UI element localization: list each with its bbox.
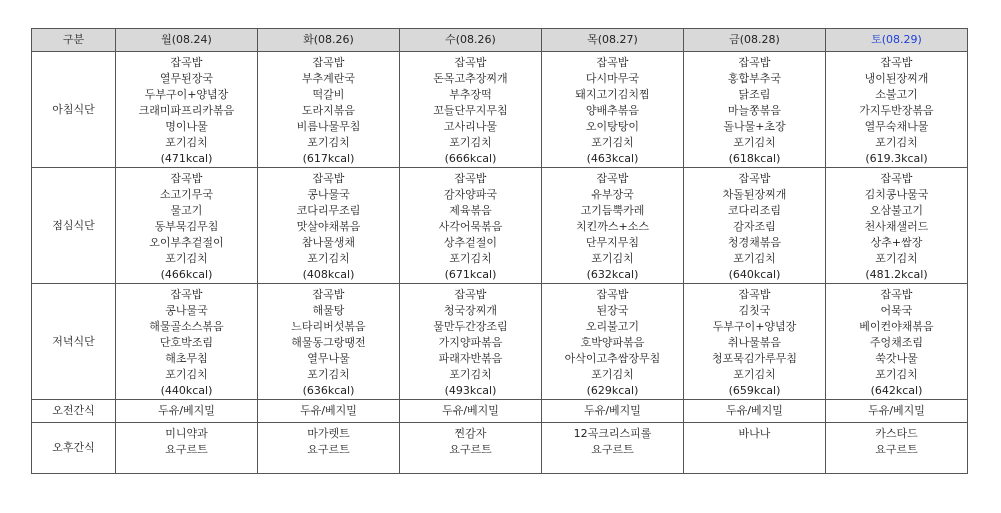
menu-item: 열무숙채나물: [864, 120, 929, 133]
header-day-thu: 목(08.27): [542, 29, 684, 52]
menu-item: 쑥갓나물: [875, 352, 918, 365]
menu-item: 도라지볶음: [301, 104, 356, 117]
menu-item: 잡곡밥: [596, 172, 629, 185]
menu-item: 콩나물국: [165, 304, 208, 317]
menu-item: 잡곡밥: [596, 288, 629, 301]
row-label-dinner: 저녁식단: [32, 284, 116, 400]
menu-item: 아삭이고추쌈장무침: [564, 352, 661, 365]
snack-cell: [258, 423, 400, 474]
menu-item: 김치콩나물국: [864, 188, 929, 201]
menu-item: 잡곡밥: [312, 288, 345, 301]
menu-item: 포기김치: [307, 136, 350, 149]
calorie-text: (466kcal): [160, 268, 213, 281]
meal-cell: [400, 52, 542, 168]
calorie-text: (642kcal): [870, 384, 923, 397]
menu-item: 호박양파볶음: [580, 336, 645, 349]
menu-item: 포기김치: [449, 136, 492, 149]
meal-cell: [400, 284, 542, 400]
menu-item: 비름나물무침: [296, 120, 361, 133]
menu-item: 포기김치: [591, 368, 634, 381]
meal-cell: [116, 284, 258, 400]
header-category: 구분: [32, 29, 116, 52]
snack-cell: 두유/베지밀: [116, 400, 258, 423]
menu-item: 돼지고기김치찜: [575, 88, 650, 101]
menu-item: 요구르트: [165, 443, 208, 456]
menu-item: 치킨까스+소스: [576, 220, 649, 233]
weekly-meal-table: [31, 28, 968, 474]
menu-item: 명이나물: [165, 120, 208, 133]
row-label-am-snack: 오전간식: [32, 400, 116, 423]
menu-item: 청경채볶음: [727, 236, 782, 249]
menu-item: 마늘쫑볶음: [727, 104, 782, 117]
menu-item: 소불고기: [875, 88, 918, 101]
meal-cell: [542, 52, 684, 168]
menu-item: 잡곡밥: [170, 288, 203, 301]
menu-item: 12곡크리스피롤: [573, 427, 652, 440]
snack-cell: 두유/베지밀: [542, 400, 684, 423]
menu-item: 사각어묵볶음: [438, 220, 503, 233]
menu-item: 천사채샐러드: [864, 220, 929, 233]
menu-item: 잡곡밥: [880, 56, 913, 69]
meal-cell: [826, 284, 968, 400]
calorie-text: (617kcal): [302, 152, 355, 165]
menu-item: 유부장국: [591, 188, 634, 201]
header-day-sat: 토(08.29): [826, 29, 968, 52]
meal-cell: [116, 168, 258, 284]
menu-item: 고사리나물: [443, 120, 498, 133]
snack-cell: [826, 423, 968, 474]
menu-item: 느타리버섯볶음: [291, 320, 366, 333]
meal-cell: [826, 52, 968, 168]
menu-item: 차돌된장찌개: [722, 188, 787, 201]
menu-item: 된장국: [596, 304, 629, 317]
menu-item: 돈목고추장찌개: [433, 72, 508, 85]
snack-cell: [400, 423, 542, 474]
meal-cell: [258, 168, 400, 284]
menu-item: 카스타드: [875, 427, 918, 440]
header-row: [32, 29, 968, 52]
menu-item: 포기김치: [307, 252, 350, 265]
calorie-text: (408kcal): [302, 268, 355, 281]
menu-item: 냉이된장찌개: [864, 72, 929, 85]
menu-item: 잡곡밥: [880, 288, 913, 301]
menu-item: 콩나물국: [307, 188, 350, 201]
menu-item: 해물탕: [312, 304, 345, 317]
menu-item: 코다리조림: [727, 204, 782, 217]
menu-item: 포기김치: [591, 252, 634, 265]
menu-item: 잡곡밥: [170, 56, 203, 69]
menu-item: 주엉채조림: [869, 336, 924, 349]
menu-item: 잡곡밥: [738, 56, 771, 69]
menu-item: 잡곡밥: [738, 288, 771, 301]
menu-item: 포기김치: [165, 136, 208, 149]
dinner-row: [32, 284, 968, 400]
calorie-text: (632kcal): [586, 268, 639, 281]
menu-item: 포기김치: [875, 368, 918, 381]
menu-item: 오리불고기: [585, 320, 640, 333]
menu-item: 잡곡밥: [454, 172, 487, 185]
calorie-text: (618kcal): [728, 152, 781, 165]
menu-item: 열무나물: [307, 352, 350, 365]
menu-item: 부추장떡: [449, 88, 492, 101]
meal-cell: [258, 284, 400, 400]
snack-cell: 두유/베지밀: [258, 400, 400, 423]
menu-item: 포기김치: [875, 252, 918, 265]
snack-cell: [542, 423, 684, 474]
menu-item: 잡곡밥: [170, 172, 203, 185]
calorie-text: (471kcal): [160, 152, 213, 165]
menu-item: 물고기: [170, 204, 203, 217]
menu-item: 잡곡밥: [596, 56, 629, 69]
menu-item: 미니약과: [165, 427, 208, 440]
header-day-fri: 금(08.28): [684, 29, 826, 52]
menu-item: 물만두간장조림: [433, 320, 508, 333]
menu-item: 요구르트: [307, 443, 350, 456]
calorie-text: (666kcal): [444, 152, 497, 165]
menu-item: 맛살야채볶음: [296, 220, 361, 233]
menu-item: 포기김치: [165, 368, 208, 381]
menu-item: 동부묵김무침: [154, 220, 219, 233]
menu-item: 참나물생채: [301, 236, 356, 249]
menu-item: 포기김치: [307, 368, 350, 381]
header-day-mon: 월(08.24): [116, 29, 258, 52]
menu-item: 잡곡밥: [738, 172, 771, 185]
menu-item: 오이탕탕이: [585, 120, 640, 133]
header-day-tue: 화(08.26): [258, 29, 400, 52]
menu-item: 요구르트: [591, 443, 634, 456]
menu-item: 취나물볶음: [727, 336, 782, 349]
meal-cell: [258, 52, 400, 168]
snack-cell: 두유/베지밀: [400, 400, 542, 423]
menu-item: 오이부추겉절이: [149, 236, 224, 249]
menu-item: 요구르트: [875, 443, 918, 456]
menu-item: 바나나: [738, 427, 771, 440]
menu-item: 잡곡밥: [312, 56, 345, 69]
menu-item: 포기김치: [449, 252, 492, 265]
menu-item: 고기듬뿍카레: [580, 204, 645, 217]
menu-item: 김칫국: [738, 304, 771, 317]
calorie-text: (636kcal): [302, 384, 355, 397]
menu-item: 포기김치: [591, 136, 634, 149]
menu-item: 베이컨야채볶음: [859, 320, 934, 333]
row-label-breakfast: 아침식단: [32, 52, 116, 168]
calorie-text: (659kcal): [728, 384, 781, 397]
meal-plan-container: [31, 28, 968, 474]
menu-item: 요구르트: [449, 443, 492, 456]
menu-item: 크래미파프리카볶음: [138, 104, 235, 117]
header-day-wed: 수(08.26): [400, 29, 542, 52]
meal-cell: [684, 284, 826, 400]
menu-item: 홍합부추국: [727, 72, 782, 85]
menu-item: 청국장찌개: [443, 304, 498, 317]
menu-item: 감자양파국: [443, 188, 498, 201]
menu-item: 잡곡밥: [454, 56, 487, 69]
menu-item: 단무지무침: [585, 236, 640, 249]
meal-cell: [684, 168, 826, 284]
menu-item: 포기김치: [733, 252, 776, 265]
menu-item: 두부구이+양념장: [712, 320, 797, 333]
menu-item: 떡갈비: [312, 88, 345, 101]
pm-snack-row: [32, 423, 968, 474]
menu-item: 청포묵김가루무침: [711, 352, 797, 365]
calorie-text: (440kcal): [160, 384, 213, 397]
menu-item: 상추+쌈장: [870, 236, 923, 249]
menu-item: 코다리무조림: [296, 204, 361, 217]
menu-item: 포기김치: [733, 368, 776, 381]
calorie-text: (481.2kcal): [865, 268, 928, 281]
menu-item: 찐감자: [454, 427, 487, 440]
meal-cell: [116, 52, 258, 168]
menu-item: 열무된장국: [159, 72, 214, 85]
menu-item: 잡곡밥: [454, 288, 487, 301]
am-snack-row: [32, 400, 968, 423]
menu-item: 꼬들단무지무침: [433, 104, 508, 117]
menu-item: 포기김치: [875, 136, 918, 149]
menu-item: 다시마무국: [585, 72, 640, 85]
meal-cell: [542, 168, 684, 284]
menu-item: 마가렛트: [307, 427, 350, 440]
menu-item: 가지양파볶음: [438, 336, 503, 349]
menu-item: 잡곡밥: [880, 172, 913, 185]
calorie-text: (640kcal): [728, 268, 781, 281]
meal-cell: [684, 52, 826, 168]
calorie-text: (463kcal): [586, 152, 639, 165]
menu-item: 닭조림: [738, 88, 771, 101]
menu-item: 파래자반볶음: [438, 352, 503, 365]
menu-item: 양배추볶음: [585, 104, 640, 117]
meal-cell: [542, 284, 684, 400]
menu-item: 잡곡밥: [312, 172, 345, 185]
menu-item: 소고기무국: [159, 188, 214, 201]
menu-item: 포기김치: [165, 252, 208, 265]
menu-item: 두부구이+양념장: [144, 88, 229, 101]
snack-cell: 두유/베지밀: [826, 400, 968, 423]
menu-item: 포기김치: [733, 136, 776, 149]
menu-item: 단호박조림: [159, 336, 214, 349]
menu-item: 돌나물+초장: [723, 120, 786, 133]
calorie-text: (671kcal): [444, 268, 497, 281]
row-label-pm-snack: 오후간식: [32, 423, 116, 474]
menu-item: 포기김치: [449, 368, 492, 381]
menu-item: 오삼불고기: [869, 204, 924, 217]
menu-item: 가지두반장볶음: [859, 104, 934, 117]
menu-item: 제육볶음: [449, 204, 492, 217]
row-label-lunch: 점심식단: [32, 168, 116, 284]
menu-item: 상추겉절이: [443, 236, 498, 249]
menu-item: 해물동그랑땡전: [291, 336, 366, 349]
menu-item: 부추계란국: [301, 72, 356, 85]
calorie-text: (629kcal): [586, 384, 639, 397]
meal-cell: [400, 168, 542, 284]
menu-item: 어묵국: [880, 304, 913, 317]
calorie-text: (619.3kcal): [865, 152, 928, 165]
lunch-row: [32, 168, 968, 284]
meal-cell: [826, 168, 968, 284]
snack-cell: [684, 423, 826, 474]
breakfast-row: [32, 52, 968, 168]
snack-cell: [116, 423, 258, 474]
menu-item: 해초무침: [165, 352, 208, 365]
calorie-text: (493kcal): [444, 384, 497, 397]
snack-cell: 두유/베지밀: [684, 400, 826, 423]
menu-item: 감자조림: [733, 220, 776, 233]
menu-item: 해물골소스볶음: [149, 320, 224, 333]
